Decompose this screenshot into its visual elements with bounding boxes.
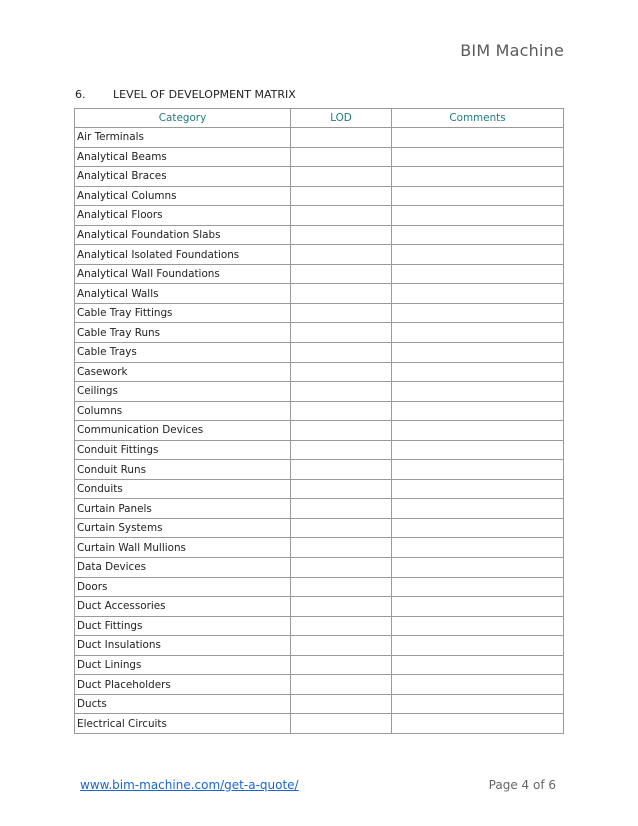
lod-cell xyxy=(291,675,392,695)
table-row xyxy=(75,401,564,421)
table-row xyxy=(75,655,564,675)
section-heading xyxy=(75,88,296,101)
category-cell: Duct Linings xyxy=(75,655,291,675)
column-header-comments: Comments xyxy=(392,109,564,128)
comments-cell xyxy=(392,479,564,499)
table-row xyxy=(75,323,564,343)
table-row xyxy=(75,538,564,558)
lod-cell xyxy=(291,558,392,578)
table-row xyxy=(75,206,564,226)
table-row xyxy=(75,558,564,578)
category-cell: Electrical Circuits xyxy=(75,714,291,734)
category-cell: Analytical Isolated Foundations xyxy=(75,245,291,265)
table-row xyxy=(75,440,564,460)
table-row xyxy=(75,479,564,499)
table-row xyxy=(75,597,564,617)
lod-cell xyxy=(291,206,392,226)
comments-cell xyxy=(392,401,564,421)
table-row xyxy=(75,499,564,519)
table-header-row xyxy=(75,109,564,128)
table-row xyxy=(75,264,564,284)
table-row xyxy=(75,128,564,148)
category-cell: Curtain Systems xyxy=(75,518,291,538)
table-row xyxy=(75,303,564,323)
comments-cell xyxy=(392,460,564,480)
lod-cell xyxy=(291,460,392,480)
table-row xyxy=(75,382,564,402)
category-cell: Analytical Braces xyxy=(75,167,291,187)
lod-cell xyxy=(291,616,392,636)
lod-cell xyxy=(291,303,392,323)
comments-cell xyxy=(392,714,564,734)
comments-cell xyxy=(392,616,564,636)
lod-cell xyxy=(291,343,392,363)
comments-cell xyxy=(392,636,564,656)
table-row xyxy=(75,518,564,538)
lod-cell xyxy=(291,421,392,441)
quote-link[interactable]: www.bim-machine.com/get-a-quote/ xyxy=(80,778,299,792)
category-cell: Analytical Walls xyxy=(75,284,291,304)
table-row xyxy=(75,460,564,480)
lod-cell xyxy=(291,538,392,558)
lod-cell xyxy=(291,382,392,402)
comments-cell xyxy=(392,675,564,695)
table-row xyxy=(75,245,564,265)
lod-cell xyxy=(291,714,392,734)
lod-cell xyxy=(291,655,392,675)
category-cell: Data Devices xyxy=(75,558,291,578)
table-row xyxy=(75,362,564,382)
lod-cell xyxy=(291,128,392,148)
table-row xyxy=(75,186,564,206)
comments-cell xyxy=(392,694,564,714)
category-cell: Cable Tray Fittings xyxy=(75,303,291,323)
comments-cell xyxy=(392,382,564,402)
table-row xyxy=(75,694,564,714)
lod-cell xyxy=(291,401,392,421)
category-cell: Conduits xyxy=(75,479,291,499)
table-row xyxy=(75,284,564,304)
lod-cell xyxy=(291,167,392,187)
lod-cell xyxy=(291,694,392,714)
section-number: 6. xyxy=(75,88,86,101)
category-cell: Analytical Floors xyxy=(75,206,291,226)
comments-cell xyxy=(392,303,564,323)
category-cell: Curtain Wall Mullions xyxy=(75,538,291,558)
category-cell: Ducts xyxy=(75,694,291,714)
comments-cell xyxy=(392,284,564,304)
lod-cell xyxy=(291,264,392,284)
category-cell: Analytical Foundation Slabs xyxy=(75,225,291,245)
category-cell: Analytical Columns xyxy=(75,186,291,206)
category-cell: Duct Accessories xyxy=(75,597,291,617)
category-cell: Duct Fittings xyxy=(75,616,291,636)
category-cell: Duct Placeholders xyxy=(75,675,291,695)
comments-cell xyxy=(392,538,564,558)
category-cell: Columns xyxy=(75,401,291,421)
lod-cell xyxy=(291,186,392,206)
category-cell: Doors xyxy=(75,577,291,597)
table-row xyxy=(75,577,564,597)
section-title: LEVEL OF DEVELOPMENT MATRIX xyxy=(113,88,296,101)
comments-cell xyxy=(392,147,564,167)
column-header-lod: LOD xyxy=(291,109,392,128)
lod-cell xyxy=(291,440,392,460)
table-row xyxy=(75,616,564,636)
category-cell: Ceilings xyxy=(75,382,291,402)
table-row xyxy=(75,225,564,245)
lod-cell xyxy=(291,245,392,265)
table-row xyxy=(75,714,564,734)
comments-cell xyxy=(392,597,564,617)
category-cell: Cable Trays xyxy=(75,343,291,363)
lod-cell xyxy=(291,323,392,343)
comments-cell xyxy=(392,362,564,382)
comments-cell xyxy=(392,655,564,675)
comments-cell xyxy=(392,440,564,460)
lod-matrix-table xyxy=(74,108,564,734)
comments-cell xyxy=(392,518,564,538)
lod-cell xyxy=(291,284,392,304)
table-row xyxy=(75,421,564,441)
table-row xyxy=(75,636,564,656)
category-cell: Air Terminals xyxy=(75,128,291,148)
lod-cell xyxy=(291,362,392,382)
brand-name: BIM Machine xyxy=(460,41,564,60)
lod-cell xyxy=(291,479,392,499)
table-row xyxy=(75,147,564,167)
comments-cell xyxy=(392,245,564,265)
lod-cell xyxy=(291,636,392,656)
table-row xyxy=(75,343,564,363)
comments-cell xyxy=(392,558,564,578)
comments-cell xyxy=(392,577,564,597)
comments-cell xyxy=(392,186,564,206)
comments-cell xyxy=(392,499,564,519)
category-cell: Conduit Runs xyxy=(75,460,291,480)
comments-cell xyxy=(392,264,564,284)
comments-cell xyxy=(392,323,564,343)
category-cell: Conduit Fittings xyxy=(75,440,291,460)
comments-cell xyxy=(392,343,564,363)
table-row xyxy=(75,167,564,187)
lod-cell xyxy=(291,518,392,538)
category-cell: Cable Tray Runs xyxy=(75,323,291,343)
page-number: Page 4 of 6 xyxy=(488,778,556,792)
comments-cell xyxy=(392,225,564,245)
category-cell: Communication Devices xyxy=(75,421,291,441)
comments-cell xyxy=(392,167,564,187)
table-row xyxy=(75,675,564,695)
comments-cell xyxy=(392,206,564,226)
lod-cell xyxy=(291,225,392,245)
comments-cell xyxy=(392,128,564,148)
lod-cell xyxy=(291,499,392,519)
category-cell: Analytical Beams xyxy=(75,147,291,167)
category-cell: Curtain Panels xyxy=(75,499,291,519)
comments-cell xyxy=(392,421,564,441)
category-cell: Duct Insulations xyxy=(75,636,291,656)
lod-cell xyxy=(291,577,392,597)
lod-cell xyxy=(291,147,392,167)
category-cell: Casework xyxy=(75,362,291,382)
category-cell: Analytical Wall Foundations xyxy=(75,264,291,284)
column-header-category: Category xyxy=(75,109,291,128)
lod-cell xyxy=(291,597,392,617)
